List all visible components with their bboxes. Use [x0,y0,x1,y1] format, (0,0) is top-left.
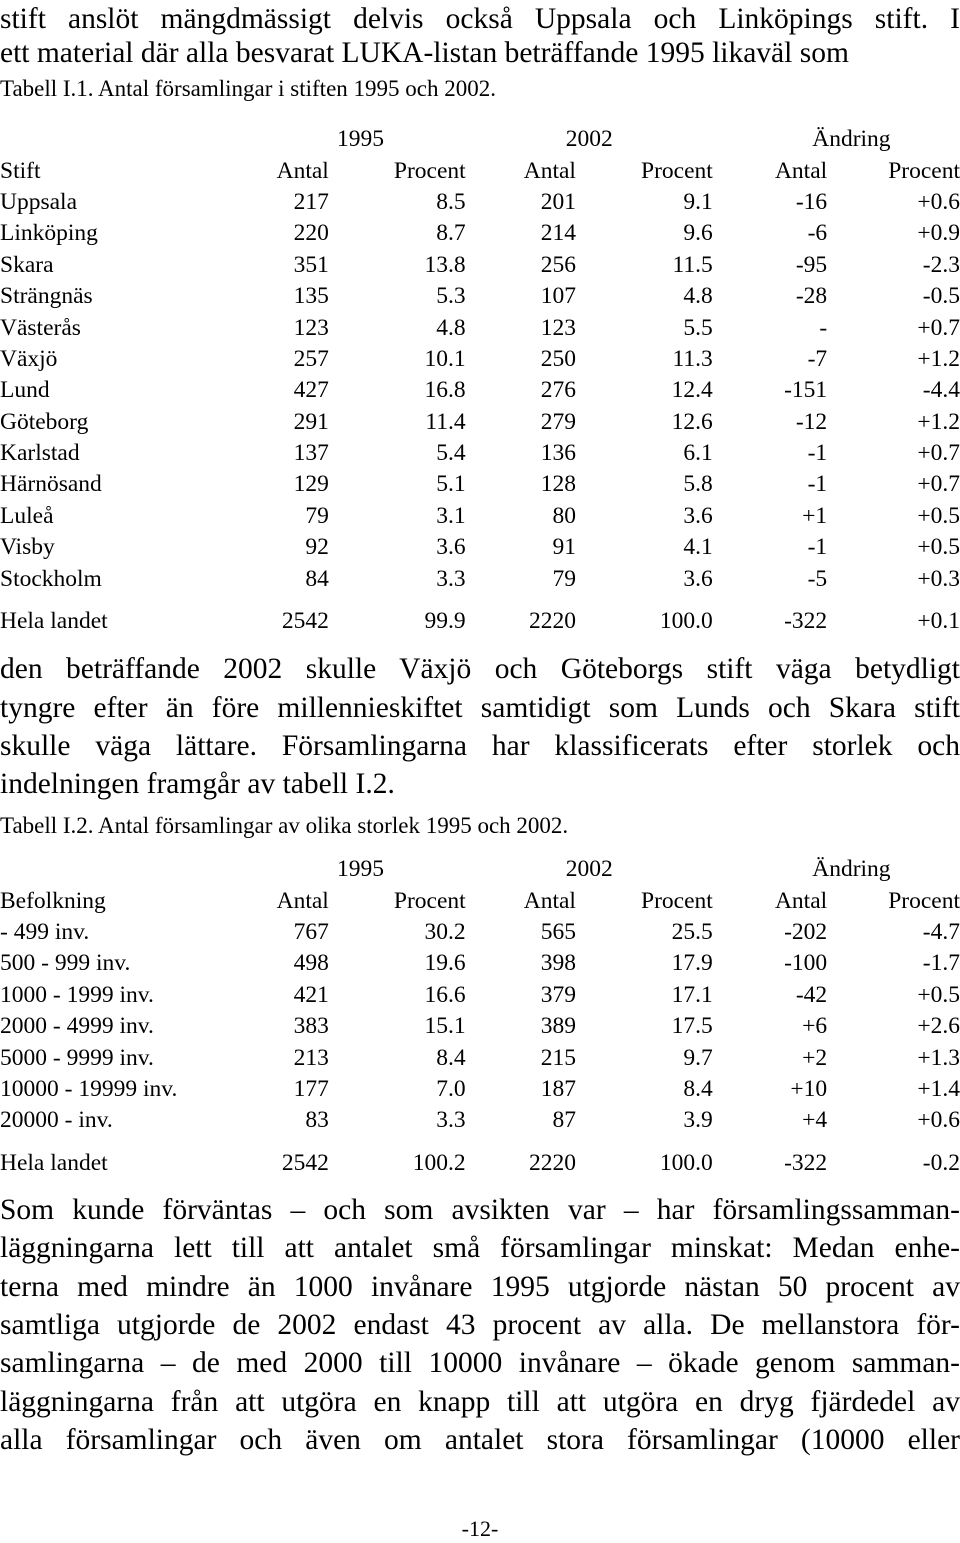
table-cell: 123 [540,314,576,341]
table1-col-procent-1995: Procent [393,157,466,184]
table2-col-procent-2002: Procent [641,887,713,914]
table1-total-row [0,595,960,639]
table-cell: 16.6 [424,981,466,1008]
row-label-cell: Göteborg [0,408,89,435]
table-cell: -0.5 [922,283,960,310]
table-cell: -12 [795,408,828,435]
table-cell: 6.1 [683,440,713,467]
table1-column-header-row [0,155,960,186]
table-cell: 100.0 [659,607,713,634]
table-cell: 177 [293,1075,329,1102]
table1-col-procent-change: Procent [888,157,960,184]
paragraph1-line-1: den beträffande 2002 skulle Växjö och Göteborgs stift väga betydligt [0,653,960,685]
table-cell: 8.5 [436,188,466,215]
table-cell: 2542 [281,1149,329,1176]
row-label-cell: Lund [0,377,50,404]
table-cell: 9.6 [683,220,713,247]
paragraph2-line-1: Som kunde förväntas – och som avsikten var – har församlingssamman- [0,1194,960,1226]
table-cell: 767 [293,918,329,945]
table-cell: 8.4 [683,1075,713,1102]
table-cell: 187 [540,1075,576,1102]
table-row [0,281,960,312]
table-cell: 16.8 [424,377,466,404]
table-cell: 3.1 [436,502,466,529]
table-cell: +0.1 [917,607,960,634]
table-cell: +2.6 [917,1013,960,1040]
table2-col-procent-change: Procent [888,887,960,914]
table-cell: 79 [305,502,329,529]
table-cell: 279 [540,408,576,435]
table-cell: 100.0 [659,1149,713,1176]
row-label-cell: 2000 - 4999 inv. [0,1013,154,1040]
table-cell: 2542 [281,607,329,634]
row-label-cell: Visby [0,534,55,561]
table-cell: 291 [293,408,329,435]
table-cell: 421 [293,981,329,1008]
table1-col-procent-2002: Procent [641,157,713,184]
paragraph2-line-5: samlingarna – de med 2000 till 10000 invånare – ökade genom samman- [0,1347,960,1379]
paragraph2-line-3: terna med mindre än 1000 invånare 1995 utgjorde nästan 50 procent av [0,1271,960,1303]
table-cell: 12.4 [671,377,713,404]
row-label-cell: Linköping [0,220,98,247]
table2-col-procent-1995: Procent [393,887,466,914]
row-label-cell: Skara [0,251,54,278]
row-label-cell: Uppsala [0,188,78,215]
table1-col-antal-change: Antal [774,157,828,184]
table-cell: 8.4 [436,1044,466,1071]
table-cell: 129 [293,471,329,498]
table-cell: 220 [293,220,329,247]
table-cell: 3.6 [683,565,713,592]
table-row [0,532,960,563]
table-row [0,344,960,375]
row-label-cell: - 499 inv. [0,918,90,945]
table-cell: -0.2 [922,1149,960,1176]
table-cell: 3.3 [436,1107,466,1134]
table-cell: 84 [305,565,329,592]
table1-group-change: Ändring [812,126,891,153]
table-row [0,250,960,281]
row-label-cell: Stockholm [0,565,102,592]
table-cell: +0.6 [917,188,960,215]
table-cell: -4.4 [922,377,960,404]
table-cell: +0.7 [917,440,960,467]
table1-body [0,187,960,595]
table-cell: 351 [293,251,329,278]
table-cell: - [819,314,828,341]
paragraph2-line-7: alla församlingar och även om antalet stora församlingar (10000 eller [0,1424,960,1456]
row-label-cell: Luleå [0,502,54,529]
table-cell: 379 [540,981,576,1008]
table2-group-change: Ändring [812,856,891,883]
page-number: -12- [461,1516,499,1541]
table-cell: 91 [552,534,576,561]
table1-group-header-row [0,124,960,155]
table-cell: 15.1 [424,1013,466,1040]
table-row [0,187,960,218]
table-cell: 128 [540,471,576,498]
table2-column-header-row [0,885,960,916]
paragraph2-line-6: läggningarna från att utgöra en knapp till att utgöra en dryg fjärdedel av [0,1386,960,1418]
table-cell: +1.2 [917,345,960,372]
table-cell: 3.9 [683,1107,713,1134]
table-cell: 4.8 [436,314,466,341]
row-label-cell: 500 - 999 inv. [0,950,131,977]
table-cell: 215 [540,1044,576,1071]
table-row [0,948,960,979]
row-label-cell: Västerås [0,314,81,341]
table2-group-2002: 2002 [565,856,613,883]
table-cell: 217 [293,188,329,215]
table-row [0,501,960,532]
table-cell: 4.8 [683,283,713,310]
table-cell: 137 [293,440,329,467]
table-cell: 19.6 [424,950,466,977]
table-row [0,469,960,500]
table-cell: -95 [795,251,828,278]
table1-group-2002: 2002 [565,126,613,153]
table-cell: 257 [293,345,329,372]
table-cell: 123 [293,314,329,341]
table-cell: 3.3 [436,565,466,592]
table-cell: 427 [293,377,329,404]
table-cell: 80 [552,502,576,529]
table2-col-antal-1995: Antal [276,887,329,914]
table-cell: 136 [540,440,576,467]
table-row [0,218,960,249]
table-cell: +0.5 [917,534,960,561]
table-cell: -4.7 [922,918,960,945]
table-cell: -2.3 [922,251,960,278]
table-cell: 213 [293,1044,329,1071]
table-row [0,917,960,948]
table-cell: +6 [802,1013,828,1040]
table-cell: -1 [807,440,828,467]
row-label-cell: Karlstad [0,440,80,467]
table-cell: 17.9 [671,950,713,977]
table-row [0,312,960,343]
table-cell: 276 [540,377,576,404]
table-cell: 201 [540,188,576,215]
table-cell: 5.4 [436,440,466,467]
table-cell: 565 [540,918,576,945]
table-cell: -151 [784,377,828,404]
table-cell: 99.9 [424,607,466,634]
table-row [0,438,960,469]
table-cell: -16 [795,188,828,215]
table-cell: 9.1 [683,188,713,215]
table1-group-1995: 1995 [336,126,384,153]
table-cell: 8.7 [436,220,466,247]
table-cell: 3.6 [683,502,713,529]
table-cell: 92 [305,534,329,561]
table-cell: 5.3 [436,283,466,310]
row-label-cell: 1000 - 1999 inv. [0,981,154,1008]
table-cell: -1.7 [922,950,960,977]
table-cell: 11.3 [672,345,713,372]
table-cell: 498 [293,950,329,977]
table-cell: 250 [540,345,576,372]
table-cell: 17.5 [671,1013,713,1040]
table2-col-antal-2002: Antal [523,887,576,914]
table-row [0,1011,960,1042]
intro-line-2: ett material där alla besvarat LUKA-listan beträffande 1995 likaväl som [0,37,849,69]
table-cell: 3.6 [436,534,466,561]
table-cell: 214 [540,220,576,247]
table-row [0,1105,960,1136]
table-cell: +1 [802,502,828,529]
table-row [0,563,960,594]
table-cell: -322 [784,1149,828,1176]
table-cell: 87 [552,1107,576,1134]
paragraph1-line-4: indelningen framgår av tabell I.2. [0,768,395,800]
table-cell: 30.2 [424,918,466,945]
table-cell: Hela landet [0,1149,108,1176]
table-cell: +4 [802,1107,828,1134]
table-cell: 12.6 [671,408,713,435]
paragraph2-line-4: samtliga utgjorde de 2002 endast 43 procent av alla. De mellanstora för- [0,1309,960,1341]
table-cell: +10 [790,1075,828,1102]
row-label-cell: 10000 - 19999 inv. [0,1075,178,1102]
table-cell: 398 [540,950,576,977]
table-cell: +0.9 [917,220,960,247]
table-cell: 383 [293,1013,329,1040]
table-cell: +0.5 [917,981,960,1008]
table1-caption: Tabell I.1. Antal församlingar i stiften 1995 och 2002. [0,76,496,101]
table-cell: -1 [807,534,828,561]
table-cell: 5.8 [683,471,713,498]
table-row [0,375,960,406]
table-cell: 83 [305,1107,329,1134]
table-cell: +0.3 [917,565,960,592]
table-cell: 256 [540,251,576,278]
table2-col-antal-change: Antal [774,887,828,914]
table-cell: -322 [784,607,828,634]
table-cell: +1.2 [917,408,960,435]
table-cell: +0.7 [917,471,960,498]
paragraph1-line-2: tyngre efter än före millennieskiftet samtidigt som Lunds och Skara stift [0,692,960,724]
table-cell: Hela landet [0,607,108,634]
table1 [0,124,960,639]
table-cell: -7 [807,345,828,372]
table-cell: +0.7 [917,314,960,341]
table-cell: 2220 [528,607,576,634]
table-cell: 11.4 [425,408,466,435]
table-row [0,980,960,1011]
table-cell: +2 [802,1044,828,1071]
table-cell: -28 [795,283,828,310]
table-cell: -42 [795,981,828,1008]
paragraph2-line-2: läggningarna lett till att antalet små församlingar minskat: Medan enhe- [0,1232,960,1264]
table-cell: -6 [807,220,828,247]
table-cell: 4.1 [683,534,713,561]
table-cell: 5.5 [683,314,713,341]
table2-caption: Tabell I.2. Antal församlingar av olika storlek 1995 och 2002. [0,813,569,838]
table1-col-antal-1995: Antal [276,157,329,184]
table-cell: -202 [784,918,828,945]
row-label-cell: 20000 - inv. [0,1107,113,1134]
table-cell: 135 [293,283,329,310]
table2-total-row [0,1137,960,1181]
table-cell: +0.6 [917,1107,960,1134]
table-cell: 100.2 [412,1149,466,1176]
table-row [0,1042,960,1073]
table-cell: -5 [807,565,828,592]
table-cell: +1.4 [917,1075,960,1102]
table1-col-stift: Stift [0,157,41,184]
table-cell: 2220 [528,1149,576,1176]
table-cell: -1 [807,471,828,498]
table-row [0,407,960,438]
intro-line-1: stift anslöt mängdmässigt delvis också Uppsala och Linköpings stift. I [0,3,960,35]
table2-col-befolkning: Befolkning [0,887,106,914]
table2-body [0,917,960,1137]
table-cell: -100 [784,950,828,977]
table-cell: 389 [540,1013,576,1040]
row-label-cell: Strängnäs [0,283,93,310]
table-cell: 10.1 [424,345,466,372]
row-label-cell: Växjö [0,345,58,372]
table-cell: 25.5 [671,918,713,945]
table1-col-antal-2002: Antal [523,157,576,184]
paragraph1-line-3: skulle väga lättare. Församlingarna har klassificerats efter storlek och [0,730,960,762]
table-cell: +0.5 [917,502,960,529]
row-label-cell: 5000 - 9999 inv. [0,1044,154,1071]
table-cell: +1.3 [917,1044,960,1071]
table2-group-header-row [0,854,960,885]
table-cell: 107 [540,283,576,310]
table-cell: 11.5 [672,251,713,278]
table2-group-1995: 1995 [336,856,384,883]
table-cell: 79 [552,565,576,592]
table-cell: 13.8 [424,251,466,278]
table2 [0,854,960,1181]
table-cell: 17.1 [671,981,713,1008]
row-label-cell: Härnösand [0,471,102,498]
table-cell: 7.0 [436,1075,466,1102]
table-cell: 5.1 [436,471,466,498]
table-row [0,1074,960,1105]
table-cell: 9.7 [683,1044,713,1071]
